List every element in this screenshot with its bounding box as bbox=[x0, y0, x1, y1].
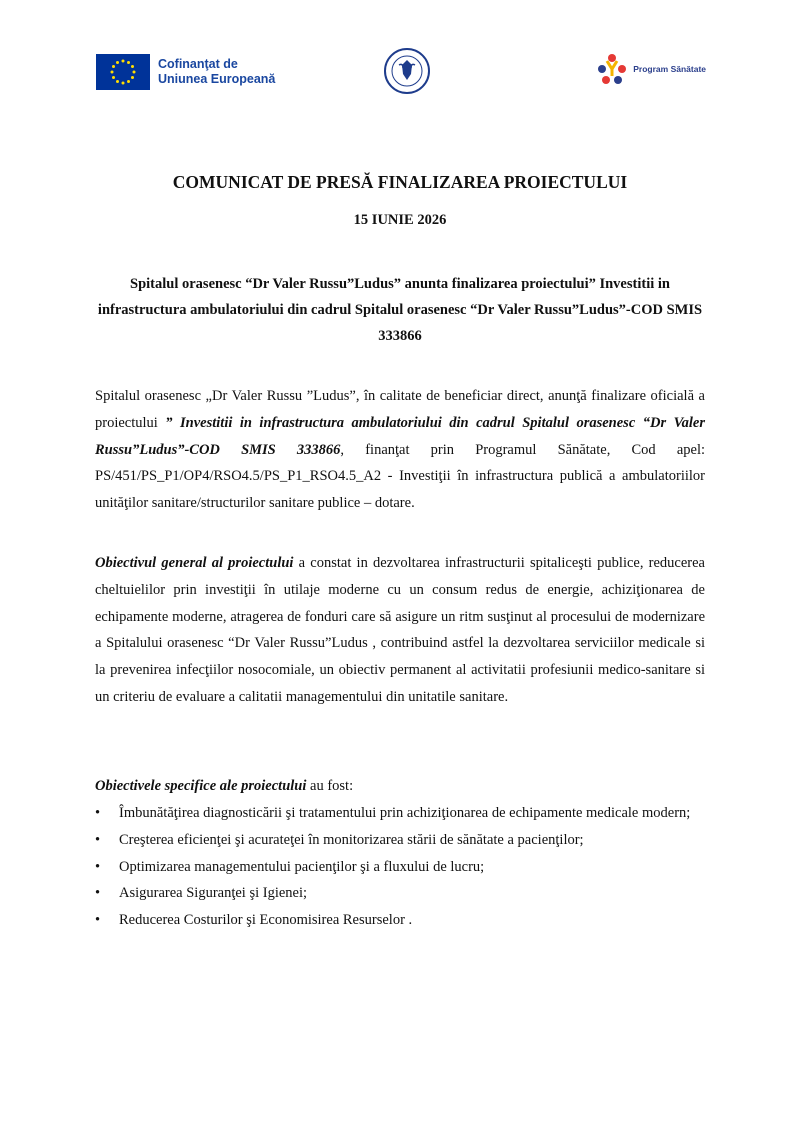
bullet-icon: • bbox=[95, 912, 101, 929]
project-name-emphasis: ” Investitii in infrastructura ambulatoriului din cadrul Spitalul orasenesc “Dr Valer Russu”Ludus”-COD SMIS 333866 bbox=[95, 414, 705, 458]
general-objective-heading: Obiectivul general al proiectului bbox=[95, 555, 294, 571]
press-release-date: 15 IUNIE 2026 bbox=[353, 212, 447, 228]
specific-objectives-list bbox=[95, 800, 705, 934]
eu-flag-icon bbox=[96, 54, 150, 90]
eu-logo bbox=[96, 54, 275, 90]
government-seal-icon bbox=[384, 48, 430, 94]
page-title: COMUNICAT DE PRESĂ FINALIZAREA PROIECTULUI bbox=[172, 172, 628, 192]
bullet-icon: • bbox=[95, 858, 101, 875]
specific-objectives-heading-paragraph: Obiectivele specifice ale proiectului au fost: bbox=[95, 778, 354, 794]
eu-logo-text: Cofinanţat de Uniunea Europeană bbox=[158, 57, 276, 86]
general-objective-paragraph: Obiectivul general al proiectului a constat in dezvoltarea infrastructurii spitaliceşti publice, reducerea cheltuielilor prin investiţii în utilaje moderne cu un consum redus de energie, achiziţionarea de echipamente moderne, atragerea de fonduri care să asigure un ritm susţinut al procesului de modernizare a Spitalului orasenesc “Dr Valer Russu”Ludus , contribuind astfel la dezvoltarea serviciilor medicale si la prevenirea infecţiilor nosocomiale, un obiectiv permanent al activitatii profesiunii medico-sanitare si un criteriu de evaluare a calitatii managementului din unitatile sanitare. bbox=[95, 555, 705, 705]
list-item: • Creşterea eficienţei şi acurateţei în monitorizarea stării de sănătate a pacienţilor; bbox=[95, 827, 705, 854]
program-people-icon bbox=[595, 52, 629, 86]
specific-objectives-heading: Obiectivele specifice ale proiectului bbox=[95, 778, 307, 794]
bullet-icon: • bbox=[95, 805, 101, 821]
romanian-government-logo bbox=[384, 48, 430, 99]
program-sanatate-logo bbox=[595, 52, 706, 86]
bullet-icon: • bbox=[95, 885, 101, 902]
list-item: • Asigurarea Siguranţei şi Igienei; bbox=[95, 880, 705, 907]
program-logo-text: Program Sănătate bbox=[633, 64, 706, 74]
list-item: • Îmbunătăţirea diagnosticării şi tratamentului prin achiziţionarea de echipamente medicale modern; bbox=[95, 800, 705, 827]
list-item: • Optimizarea managementului pacienţilor şi a fluxului de lucru; bbox=[95, 854, 705, 881]
bullet-icon: • bbox=[95, 831, 101, 848]
header-logos bbox=[96, 48, 706, 98]
list-item: • Reducerea Costurilor şi Economisirea Resurselor . bbox=[95, 907, 705, 934]
press-release-subject: Spitalul orasenesc “Dr Valer Russu”Ludus” anunta finalizarea proiectului” Investitii in infrastructura ambulatoriului din cadrul Spitalul orasenesc “Dr Valer Russu”Ludus”-COD SMIS 333866 bbox=[97, 276, 703, 344]
intro-paragraph: Spitalul orasenesc „Dr Valer Russu ”Ludus”, în calitate de beneficiar direct, anunţă finalizare oficială a proiectului ” Investitii in infrastructura ambulatoriului din cadrul Spitalul orasenesc “Dr Valer Russu”Ludus”-COD SMIS 333866, finanţat prin Programul Sănătate, Cod apel: PS/451/PS_P1/OP4/RSO4.5/PS_P1_RSO4.5_A2 - Investiţii în infrastructura publică a ambulatoriilor unităţilor sanitare/structurilor sanitare publice – dotare. bbox=[95, 388, 706, 512]
